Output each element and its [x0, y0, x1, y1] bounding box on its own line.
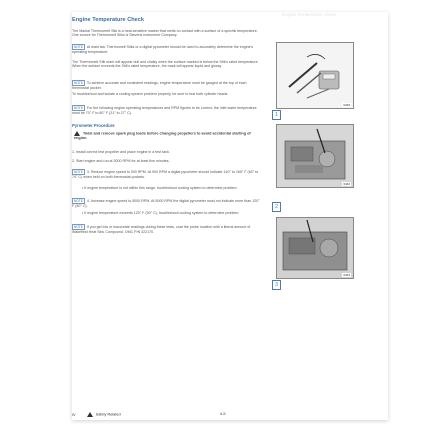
step-3-bullet: • If engine temperature is not within this range, troubleshoot cooling system to determine problem.	[82, 186, 238, 190]
step-4-text: 4. Increase engine speed to 5000 RPM. At 5000 RPM the digital pyrometer must not indicate more than 120° F (50° C).	[72, 199, 260, 209]
paragraph-2: To troubleshoot and isolate a cooling system problem properly, be sure to test both cylinder heads.	[72, 92, 229, 96]
manual-page	[72, 12, 388, 420]
paragraph-1: The Thermomelt Stik mark will appear dull and chalky when the surface marked is below the Stik's rated temperature. When the surface exceeds the Stik's rated temperature, the mark will appear liquid and glossy.	[72, 60, 259, 69]
safety-triangle-icon	[87, 412, 93, 417]
figure-thermomelt-stiks	[276, 42, 354, 109]
step-1: 1. Install correct test propeller and place engine in a test tank.	[72, 150, 170, 154]
figure-engine-probe	[276, 217, 354, 279]
safety-label: Safety Related	[95, 412, 121, 417]
note-2	[72, 80, 262, 90]
note-3	[72, 105, 262, 115]
note-label: NOTE	[74, 81, 83, 85]
note-4	[72, 224, 262, 234]
warning	[74, 131, 262, 140]
pyrometer-illustration	[277, 43, 353, 108]
note-label: NOTE	[74, 45, 83, 49]
step-2: 2. Start engine and run at 3000 RPM for at least five minutes.	[72, 159, 170, 163]
note-1-text: At least two Thermomelt Stiks or a digital pyrometer should be used to accurately determine the engine's operating temperature.	[72, 45, 254, 55]
page-number: 4-5	[220, 412, 226, 416]
note-2-text: To achieve accurate and consistent readings, engine temperature must be gauged at the top of each thermostat pocket.	[72, 81, 247, 91]
note-4-text: If you get low or inaccurate readings during these tests, coat the probe location with a liberal amount of Wakefield Heat Sink Compound, OMC P/N 322170.	[72, 225, 251, 235]
step-4	[72, 198, 262, 208]
note-label: NOTE	[74, 106, 83, 110]
engine-illustration	[277, 125, 353, 187]
figure-number: 6469	[343, 103, 350, 107]
step-3	[72, 169, 262, 179]
page-title: Engine Temperature Check	[72, 17, 145, 23]
figure-number: 6462	[343, 182, 350, 186]
figure-callout: 3	[272, 280, 281, 290]
figure-callout: 2	[272, 202, 281, 212]
note-label: NOTE	[74, 170, 83, 174]
footer-number: IV	[72, 412, 76, 417]
step-3-text: 3. Reduce engine speed to 900 RPM. At 900 RPM a digital pyrometer should indicate 140° to 165° F (60° to 74° C) when held on both thermostat pockets.	[72, 170, 259, 180]
note-1	[72, 44, 262, 54]
figure-callout: 1	[272, 110, 281, 120]
section-heading: Pyrometer Procedure	[72, 123, 115, 128]
footer-left	[72, 412, 121, 417]
note-3-text: For the following engine operating temperatures and RPM figures to be correct, the inlet water temperature must be 70° F to 80° F (21° to 27° C).	[72, 106, 257, 116]
note-label: NOTE	[74, 225, 83, 229]
figure-number: 6463	[343, 273, 350, 277]
intro-paragraph: The Markal Thermomelt Stik is a heat-sensitive marker that melts on contact with a surface of a specific temperature. One source for Thermomelt Stiks is Stevens Instrument Company.	[72, 29, 258, 38]
warning-text: Twist and remove spark plug leads before changing propellers to avoid accidental starting of engine.	[74, 131, 251, 140]
note-label: NOTE	[74, 199, 83, 203]
step-4-bullet: • If engine temperature exceeds 120° F (50° C), troubleshoot cooling system to determine problem.	[82, 211, 240, 215]
engine-probe-illustration	[277, 218, 353, 278]
ghost-heading: Engine Temperature Check	[282, 12, 337, 17]
figure-engine-pyrometer	[276, 124, 354, 188]
